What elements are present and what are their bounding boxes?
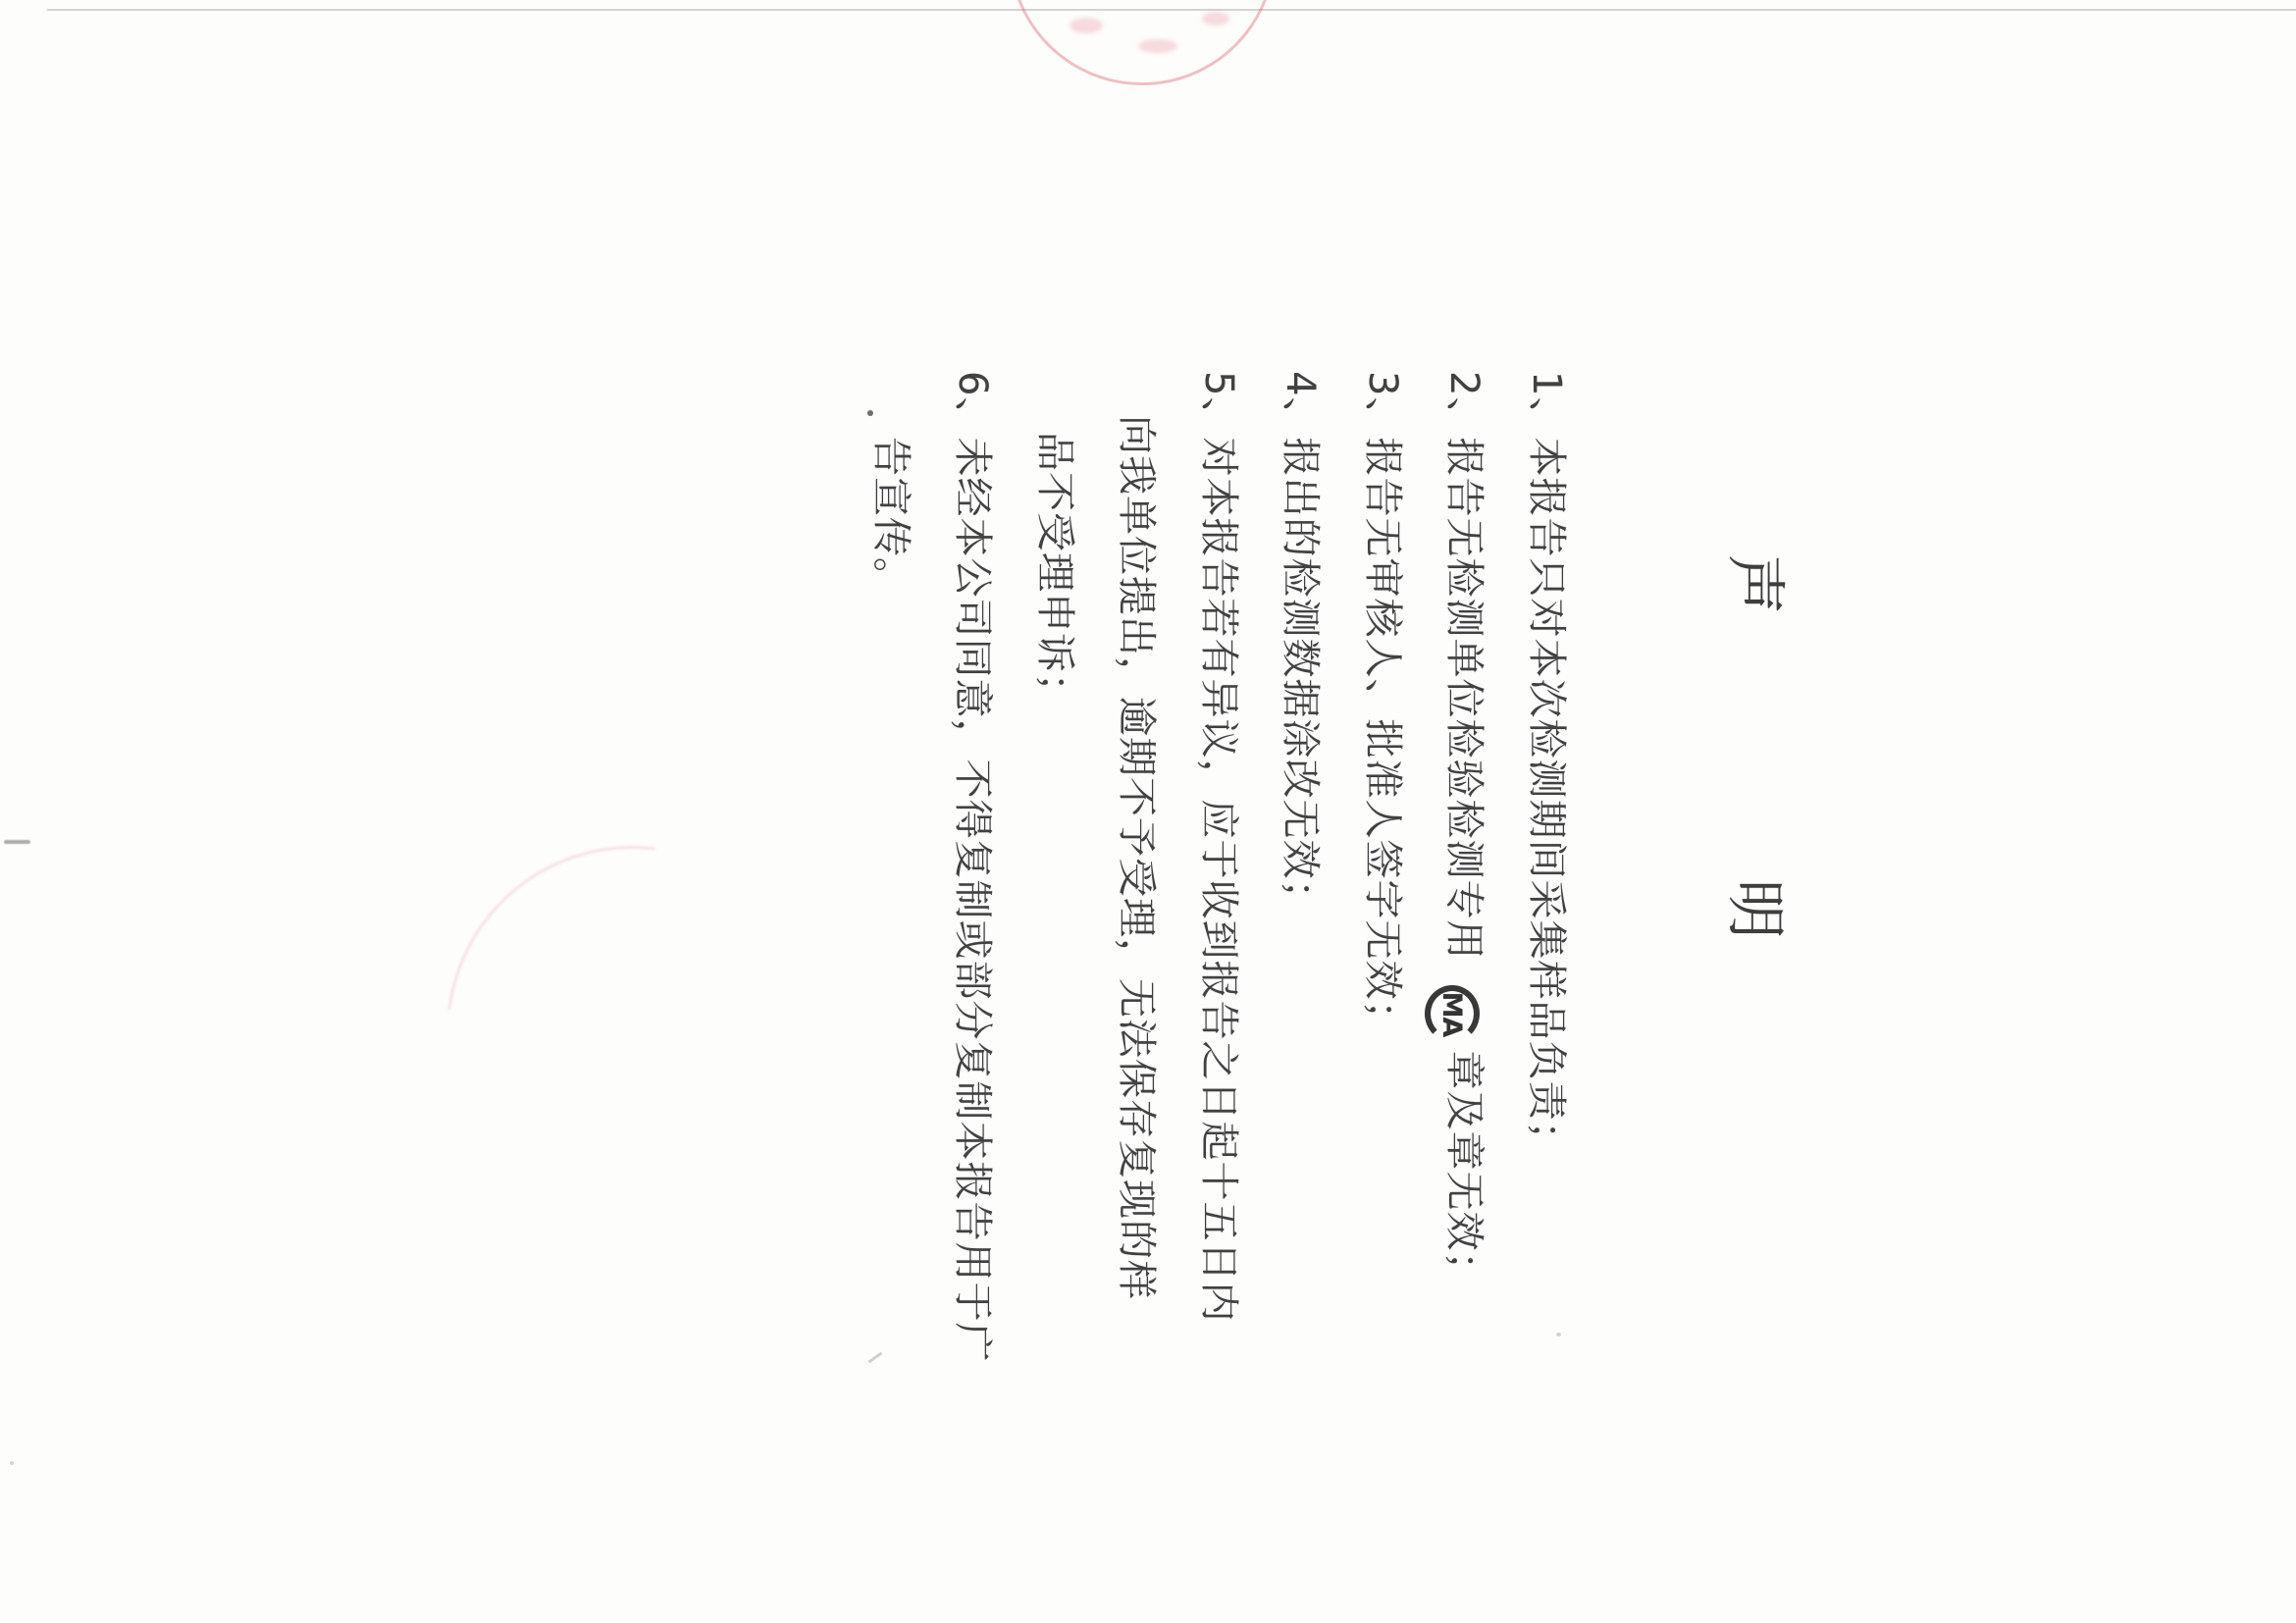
statement-line-5-cont-1: 向我单位提出，逾期不予受理，无法保存复现的样 [1114,415,1160,1300]
statement-line-2-before-logo: 2、报告无检测单位检验检测专用 [1441,371,1487,961]
title-char-ming: 明 [1720,879,1790,940]
declaration-title [1717,554,1802,939]
statement-line-5-cont-2: 品不受理申诉； [1032,432,1077,713]
title-char-sheng: 声 [1720,554,1790,615]
statement-line-2 [1423,371,1505,1362]
declaration-body [850,371,1588,1362]
statement-line-6: 6、未经本公司同意，不得复制或部分复制本报告用于广 [950,371,996,1363]
statement-line-4: 4、报出的检测数据涂改无效； [1278,371,1324,920]
statement-line-1: 1、本报告只对本次检测期间采集样品负责； [1524,371,1569,1162]
stray-ink-dot [867,410,873,416]
statement-line-2-after-logo: 章及章无效； [1441,1050,1487,1292]
statement-line-5: 5、对本报告若有异议，应于收到报告之日起十五日内 [1196,371,1241,1323]
statement-line-6-cont-1: 告宣传。 [868,437,913,598]
statement-line-3: 3、报告无审核人、批准人签字无效； [1360,371,1405,1041]
cma-mark-icon: MA [1425,985,1480,1042]
